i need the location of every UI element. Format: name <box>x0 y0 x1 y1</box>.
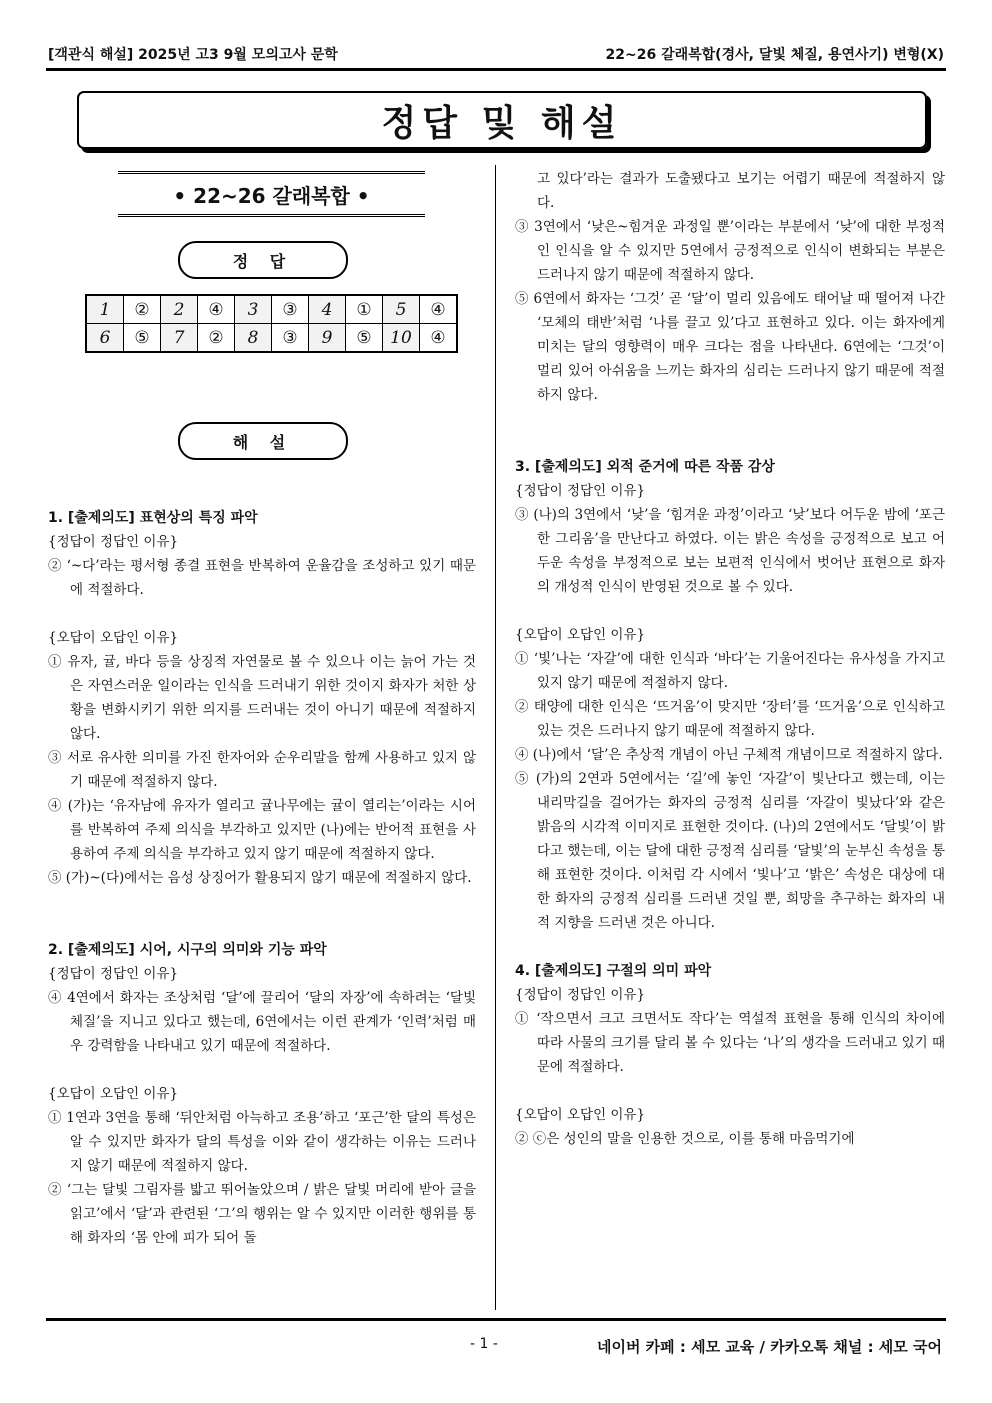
q-answer: ② <box>198 324 235 353</box>
q-number: 8 <box>235 324 272 353</box>
banner-text: • 22~26 갈래복합 • <box>173 183 370 208</box>
q3-wrong-item-4: ④ (나)에서 ‘달’은 추상적 개념이 아닌 구체적 개념이므로 적절하지 않다. <box>515 747 943 763</box>
q-number: 1 <box>86 295 124 324</box>
q1-wrong-item-5: ⑤ (가)~(다)에서는 음성 상징어가 활용되지 않기 때문에 적절하지 않다. <box>48 870 472 886</box>
q2-wrong-heading: {오답이 오답인 이유} <box>48 1086 179 1102</box>
q2-title: 2. [출제의도] 시어, 시구의 의미와 기능 파악 <box>48 942 327 958</box>
q4-wrong-item-2: ② ⓒ은 성인의 말을 인용한 것으로, 이를 통해 마음먹기에 <box>515 1131 855 1147</box>
q-number: 6 <box>86 324 124 353</box>
left-column <box>48 506 476 1250</box>
column-divider <box>495 165 496 1310</box>
q-answer: ④ <box>198 295 235 324</box>
q3-wrong-item-5: ⑤ (가)의 2연과 5연에서는 ‘길’에 놓인 ‘자갈’이 빛난다고 했는데, 이는 내리막길을 걸어가는 화자의 긍정적 심리를 ‘자갈이 빛났다’와 같은 밝음의 시각적 이미지로 표현한 것이다. (나)의 2연에서도 ‘달빛’이 밝다고 했는데, 이는 달에 대한 긍정적 심리를 ‘달빛’의 눈부신 속성을 통해 표현한 것이다. 이처럼 각 시에서 ‘빛나’고 ‘밝은’ 속성은 대상에 대한 화자의 긍정적 심리를 드러낸 것일 뿐, 희망을 추구하는 화자의 내적 지향을 드러낸 것은 아니다. <box>515 771 945 931</box>
q2-wrong-item-2-continued: 고 있다’라는 결과가 도출됐다고 보기는 어렵기 때문에 적절하지 않다. <box>537 171 945 211</box>
header-right: 22~26 갈래복합(경사, 달빛 체질, 용연사기) 변형(X) <box>605 47 944 63</box>
answer-row-1 <box>86 295 457 324</box>
page-number: - 1 - <box>470 1336 498 1352</box>
answer-row-2 <box>86 324 457 353</box>
top-rule <box>46 68 946 71</box>
q-answer: ① <box>346 295 383 324</box>
q2-wrong-item-3: ③ 3연에서 ‘낮은~힘겨운 과정일 뿐’이라는 부분에서 ‘낮’에 대한 부정적인 인식을 알 수 있지만 5연에서 긍정적으로 인식이 변화되는 부분은 드러나지 않기 때문에 적절하지 않다. <box>515 219 945 283</box>
bottom-rule <box>46 1318 946 1321</box>
title-box <box>77 91 927 149</box>
header-left: [객관식 해설] 2025년 고3 9월 모의고사 문학 <box>48 47 338 63</box>
q-answer: ④ <box>420 295 458 324</box>
q-number: 3 <box>235 295 272 324</box>
q3-correct-heading: {정답이 정답인 이유} <box>515 483 646 499</box>
footer-text: 네이버 카페 : 세모 교육 / 카카오톡 채널 : 세모 국어 <box>596 1338 942 1356</box>
q1-wrong-heading: {오답이 오답인 이유} <box>48 630 179 646</box>
section-banner <box>118 171 425 217</box>
q-answer: ④ <box>420 324 458 353</box>
q-answer: ③ <box>272 295 309 324</box>
q-answer: ⑤ <box>124 324 161 353</box>
q2-correct-item: ④ 4연에서 화자는 조상처럼 ‘달’에 끌리어 ‘달의 자장’에 속하려는 ‘달빛 체질’을 지니고 있다고 했는데, 6연에서는 이런 관계가 ‘인력’처럼 매우 강력함을 나타내고 있기 때문에 적절하다. <box>48 990 476 1054</box>
q4-wrong-heading: {오답이 오답인 이유} <box>515 1107 646 1123</box>
q1-wrong-item-3: ③ 서로 유사한 의미를 가진 한자어와 순우리말을 함께 사용하고 있지 않기 때문에 적절하지 않다. <box>48 750 476 790</box>
explanation-label: 해 설 <box>178 422 348 460</box>
q-number: 10 <box>383 324 420 353</box>
q-answer: ③ <box>272 324 309 353</box>
q1-correct-heading: {정답이 정답인 이유} <box>48 534 179 550</box>
q2-correct-heading: {정답이 정답인 이유} <box>48 966 179 982</box>
q3-wrong-item-1: ① ‘빛’나는 ‘자갈’에 대한 인식과 ‘바다’는 기울어진다는 유사성을 가지고 있지 않기 때문에 적절하지 않다. <box>515 651 945 691</box>
q3-wrong-item-2: ② 태양에 대한 인식은 ‘뜨거움’이 맞지만 ‘장터’를 ‘뜨거움’으로 인식하고 있는 것은 드러나지 않기 때문에 적절하지 않다. <box>515 699 945 739</box>
answer-label: 정 답 <box>178 241 348 279</box>
q-number: 9 <box>309 324 346 353</box>
q3-correct-item: ③ (나)의 3연에서 ‘낮’을 ‘힘겨운 과정’이라고 ‘낮’보다 어두운 밤에 ‘포근한 그리움’을 만난다고 하였다. 이는 밝은 속성을 긍정적으로 보고 어두운 속성을 부정적으로 보는 보편적 인식에서 벗어난 표현으로 화자의 개성적 인식이 반영된 것으로 볼 수 있다. <box>515 507 945 595</box>
q4-title: 4. [출제의도] 구절의 의미 파악 <box>515 963 712 979</box>
q1-wrong-item-1: ① 유자, 귤, 바다 등을 상징적 자연물로 볼 수 있으나 이는 늙어 가는 것은 자연스러운 일이라는 인식을 드러내기 위한 것이지 화자가 처한 상황을 변화시키기 위한 의지를 드러내는 것이 아니기 때문에 적절하지 않다. <box>48 654 476 742</box>
right-column <box>515 167 945 1151</box>
q1-wrong-item-4: ④ (가)는 ‘유자남에 유자가 열리고 귤나무에는 귤이 열리는’이라는 시어를 반복하여 주제 의식을 부각하고 있지만 (나)에는 반어적 표현을 사용하여 주제 의식을 부각하고 있지 않기 때문에 적절하지 않다. <box>48 798 476 862</box>
q3-wrong-heading: {오답이 오답인 이유} <box>515 627 646 643</box>
q1-correct-item: ② ‘~다’라는 평서형 종결 표현을 반복하여 운율감을 조성하고 있기 때문에 적절하다. <box>48 558 476 598</box>
q-answer: ⑤ <box>346 324 383 353</box>
page-title: 정답 및 해설 <box>381 102 623 144</box>
q2-wrong-item-5: ⑤ 6연에서 화자는 ‘그것’ 곧 ‘달’이 멀리 있음에도 태어날 때 떨어져 나간 ‘모체의 태반’처럼 ‘나를 끌고 있’다고 표현하고 있다. 이는 화자에게 미치는 달의 영향력이 매우 크다는 점을 나타낸다. 6연에는 ‘그것’이 멀리 있어 아쉬움을 느끼는 화자의 심리는 드러나지 않기 때문에 적절하지 않다. <box>515 291 945 403</box>
q4-correct-item: ① ‘작으면서 크고 크면서도 작다’는 역설적 표현을 통해 인식의 차이에 따라 사물의 크기를 달리 볼 수 있다는 ‘나’의 생각을 드러내고 있기 때문에 적절하다. <box>515 1011 945 1075</box>
q-number: 4 <box>309 295 346 324</box>
answer-table <box>85 294 458 353</box>
q-number: 7 <box>161 324 198 353</box>
q-answer: ② <box>124 295 161 324</box>
q2-wrong-item-1: ① 1연과 3연을 통해 ‘뒤안처럼 아늑하고 조용’하고 ‘포근’한 달의 특성은 알 수 있지만 화자가 달의 특성을 이와 같이 생각하는 이유는 드러나지 않기 때문에 적절하지 않다. <box>48 1110 476 1174</box>
q4-correct-heading: {정답이 정답인 이유} <box>515 987 646 1003</box>
q-number: 5 <box>383 295 420 324</box>
q2-wrong-item-2: ② ‘그는 달빛 그림자를 밟고 뛰어놀았으며 / 밝은 달빛 머리에 받아 글을 읽고’에서 ‘달’과 관련된 ‘그’의 행위는 알 수 있지만 이러한 행위를 통해 화자의 ‘몸 안에 피가 되어 돌 <box>48 1182 476 1246</box>
q1-title: 1. [출제의도] 표현상의 특징 파악 <box>48 510 258 526</box>
q-number: 2 <box>161 295 198 324</box>
q3-title: 3. [출제의도] 외적 준거에 따른 작품 감상 <box>515 459 775 475</box>
